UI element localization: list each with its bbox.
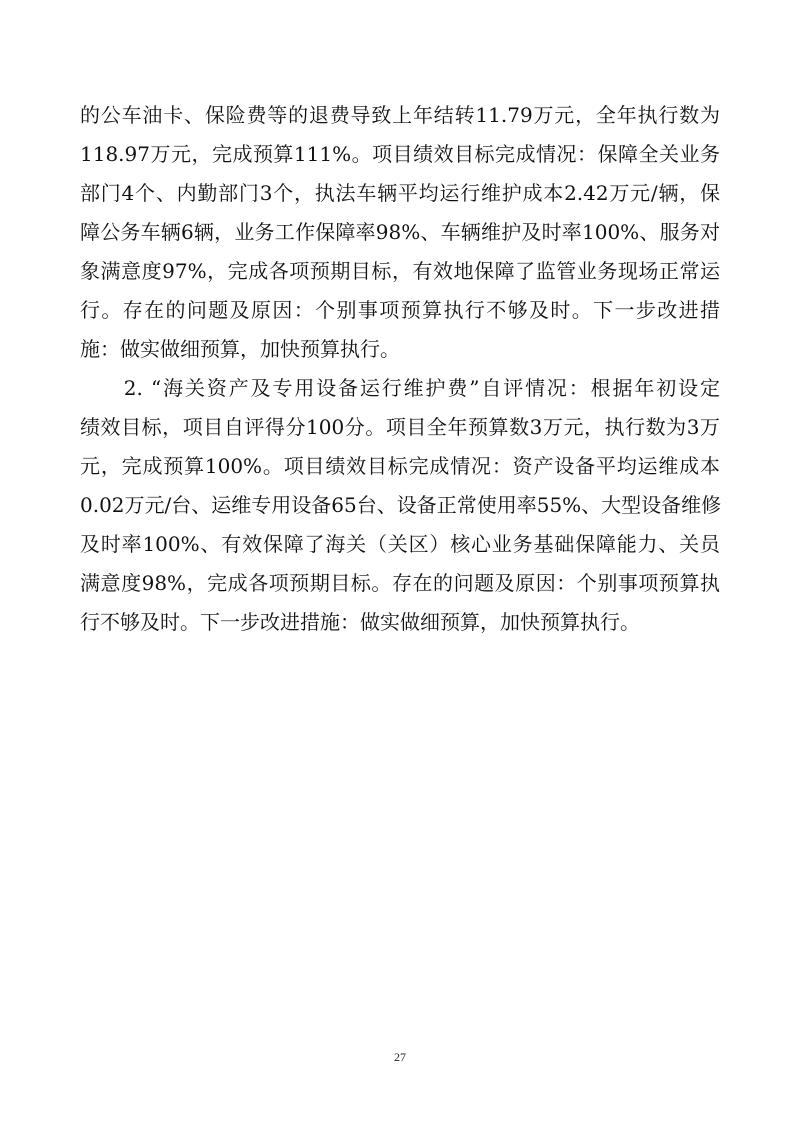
paragraph-asset-equipment-maintenance bbox=[80, 369, 720, 642]
text-line: 的公车油卡、保险费等的退费导致上年结转11.79万元，全年执行数为 bbox=[80, 103, 720, 127]
text-line: 绩效目标，项目自评得分100分。项目全年预算数3万元，执行数为3万 bbox=[80, 415, 720, 439]
text-line: 0.02万元/台、运维专用设备65台、设备正常使用率55%、大型设备维修 bbox=[80, 493, 722, 517]
paragraph-vehicle-maintenance bbox=[80, 96, 720, 369]
text-line: 2. “海关资产及专用设备运行维护费”自评情况：根据年初设定 bbox=[80, 376, 720, 400]
text-line: 118.97万元，完成预算111%。项目绩效目标完成情况：保障全关业务 bbox=[80, 142, 720, 166]
text-line: 象满意度97%，完成各项预期目标，有效地保障了监管业务现场正常运 bbox=[80, 259, 720, 283]
text-line: 及时率100%、有效保障了海关（关区）核心业务基础保障能力、关员 bbox=[80, 532, 720, 556]
text-line: 部门4个、内勤部门3个，执法车辆平均运行维护成本2.42万元/辆，保 bbox=[80, 181, 720, 205]
text-line: 行不够及时。下一步改进措施：做实做细预算，加快预算执行。 bbox=[80, 610, 640, 634]
text-line: 满意度98%，完成各项预期目标。存在的问题及原因：个别事项预算执 bbox=[80, 571, 720, 595]
text-line: 施：做实做细预算，加快预算执行。 bbox=[80, 337, 400, 361]
text-line: 障公务车辆6辆，业务工作保障率98%、车辆维护及时率100%、服务对 bbox=[80, 220, 720, 244]
text-line: 行。存在的问题及原因：个别事项预算执行不够及时。下一步改进措 bbox=[80, 298, 720, 322]
text-line: 元，完成预算100%。项目绩效目标完成情况：资产设备平均运维成本 bbox=[80, 454, 720, 478]
page-number: 27 bbox=[394, 1050, 406, 1064]
